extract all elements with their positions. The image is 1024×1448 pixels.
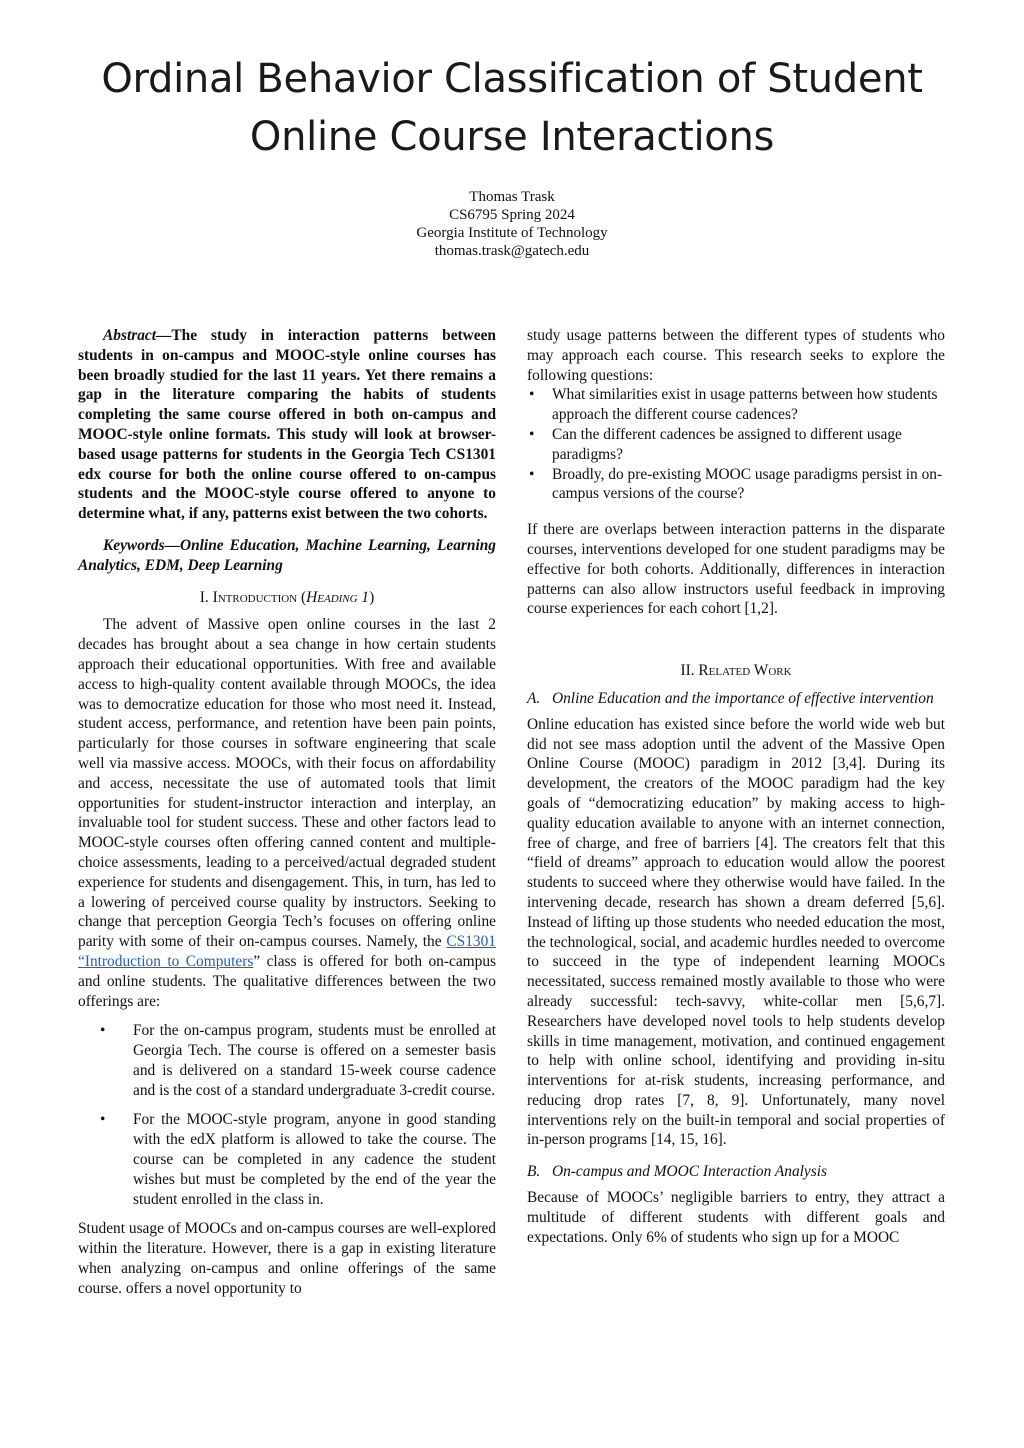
paper-title (0, 50, 1024, 166)
subsection-title: On-campus and MOOC Interaction Analysis (552, 1163, 828, 1181)
section-heading-related-work (527, 661, 945, 681)
intro-text-after-link: ” class is offered for both on-campus and online students. The qualitative differences between the two offerings are: (78, 952, 497, 1010)
author-block (0, 188, 1024, 260)
author-name: Thomas Trask (469, 189, 555, 205)
right-column (527, 326, 945, 1247)
title-line-1: Ordinal Behavior Classification of Student (101, 56, 923, 102)
heading-paren-close: ) (369, 588, 375, 606)
list-item-text: What similarities exist in usage patterns between how students approach the different course cadences? (552, 386, 938, 424)
list-item-text: Broadly, do pre-existing MOOC usage paradigms persist in on-campus versions of the course? (552, 465, 943, 503)
keywords-dash: — (164, 536, 180, 554)
cs1301-course-link[interactable]: CS1301 “Introduction to Computers (78, 933, 496, 970)
subsection-label: B. (527, 1163, 541, 1181)
heading-paren-open: ( (301, 588, 307, 606)
section-heading-introduction (78, 588, 496, 608)
left-column (78, 326, 496, 1299)
bullet-icon: • (100, 1022, 106, 1040)
list-item (527, 385, 945, 425)
intro-text-before-link: The advent of Massive open online courses in the last 2 decades has brought about a sea change in how certain students approach their educational opportunities. With free and available access to high-quality content available through MOOCs, the idea was to democratize education for those who most need it. Instead, student access, performance, and retention have been pain points, particularly for those courses in software engineering that scale well via massive access. MOOCs, with their focus on affordability and access, necessitate the use of automated tools that limit opportunities for student-instructor interaction and interplay, an invaluable tool for student success. These and other factors lead to MOOC-style courses often offering canned content and multiple-choice assessments, leading to a perceived/actual degraded student experience for students and disengagement. This, in turn, has led to a lowering of perceived course quality by instructors. Seeking to change that perception Georgia Tech’s focuses on offering online parity with some of their on-campus courses. Namely, the (78, 616, 496, 951)
offerings-list (78, 1021, 496, 1209)
bullet-icon: • (529, 386, 535, 404)
list-item (527, 425, 945, 465)
heading-number: I. (199, 588, 209, 606)
subsection-title: Online Education and the importance of effective intervention (552, 689, 934, 707)
heading-label: Heading 1 (306, 588, 370, 606)
research-questions-list (527, 385, 945, 504)
keywords (78, 536, 496, 576)
list-item-text: Can the different cadences be assigned to different usage paradigms? (552, 425, 902, 463)
list-item (527, 465, 945, 505)
author-course: CS6795 Spring 2024 (449, 207, 575, 223)
related-paragraph-a: Online education has existed since before the world wide web but did not see mass adoption until the advent of the Massive Open Online Course (MOOC) paradigm in 2012 [3,4]. During its development, the creators of the MOOC paradigm had the key goals of “democratizing education” by making access to high-quality education available to anyone with an internet connection, free of charge, and free of barriers [4]. The creators felt that this “field of dreams” approach to education would allow the poorest students to succeed where they otherwise would have failed. In the intervening decade, research has shown a dream deferred [5,6]. Instead of lifting up those students who needed education the most, the technological, social, and academic hurdles needed to overcome to succeed in the type of independent learning MOOCs necessitated, success remained mostly available to those who were already successful: tech-savvy, white-collar men [5,6,7]. Researchers have developed novel tools to help students develop skills in time management, motivation, and continued engagement to help with online school, identifying and providing in-situ interventions for at-risk students, increasing performance, and reducing drop rates [7, 8, 9]. Unfortunately, many novel interventions rely on the built-in temporal and social properties of in-person programs [14, 15, 16]. (527, 715, 945, 1149)
intro-paragraph-1 (78, 615, 496, 1011)
list-item-text: For the on-campus program, students must be enrolled at Georgia Tech. The course is offered on a semester basis and is delivered on a standard 15-week course cadence and is the cost of a standard undergraduate 3-credit course. (133, 1022, 496, 1099)
intro-paragraph-2: Student usage of MOOCs and on-campus courses are well-explored within the literature. However, there is a gap in existing literature when analyzing on-campus and online offerings of the same course. offers a novel opportunity to (78, 1220, 497, 1297)
keywords-text: Online Education, Machine Learning, Learning Analytics, EDM, Deep Learning (78, 536, 496, 574)
list-item (78, 1021, 496, 1100)
subsection-heading-a (527, 689, 945, 709)
intro-paragraph-3: study usage patterns between the different types of students who may approach each course. This research seeks to explore the following questions: (527, 327, 945, 384)
list-item (78, 1110, 496, 1209)
list-item-text: For the MOOC-style program, anyone in good standing with the edX platform is allowed to take the course. The course can be completed in any cadence the student wishes but must be completed by the end of the year the student enrolled in the class in. (133, 1111, 496, 1208)
keywords-label: Keywords (103, 536, 165, 554)
heading-text: Introduction (212, 588, 298, 606)
bullet-icon: • (100, 1111, 106, 1129)
author-institution: Georgia Institute of Technology (416, 225, 608, 241)
abstract-label: Abstract (103, 327, 157, 344)
subsection-label: A. (527, 689, 541, 707)
abstract-dash: — (156, 327, 172, 344)
bullet-icon: • (529, 425, 535, 443)
subsection-heading-b (527, 1162, 945, 1182)
heading-number: II. (680, 662, 695, 680)
related-paragraph-b: Because of MOOCs’ negligible barriers to entry, they attract a multitude of different students with different goals and expectations. Only 6% of students who sign up for a MOOC (527, 1189, 945, 1246)
abstract (78, 326, 496, 524)
abstract-text: The study in interaction patterns between students in on-campus and MOOC-style online courses has been broadly studied for the last 11 years. Yet there remains a gap in the literature comparing the habits of students completing the same course offered in both on-campus and MOOC-style online formats. This study will look at browser-based usage patterns for students in the Georgia Tech CS1301 edx course for both the online course offered to on-campus students and the MOOC-style course offered to anyone to determine what, if any, patterns exist between the two cohorts. (78, 327, 496, 523)
intro-paragraph-4: If there are overlaps between interaction patterns in the disparate courses, interventions developed for one student paradigms may be effective for both cohorts. Additionally, differences in interaction patterns can also allow instructors useful feedback in improving course experiences for each cohort [1,2]. (527, 521, 945, 618)
author-email: thomas.trask@gatech.edu (434, 243, 590, 259)
heading-text: Related Work (698, 662, 792, 680)
title-line-2: Online Course Interactions (249, 114, 775, 160)
bullet-icon: • (529, 465, 535, 483)
